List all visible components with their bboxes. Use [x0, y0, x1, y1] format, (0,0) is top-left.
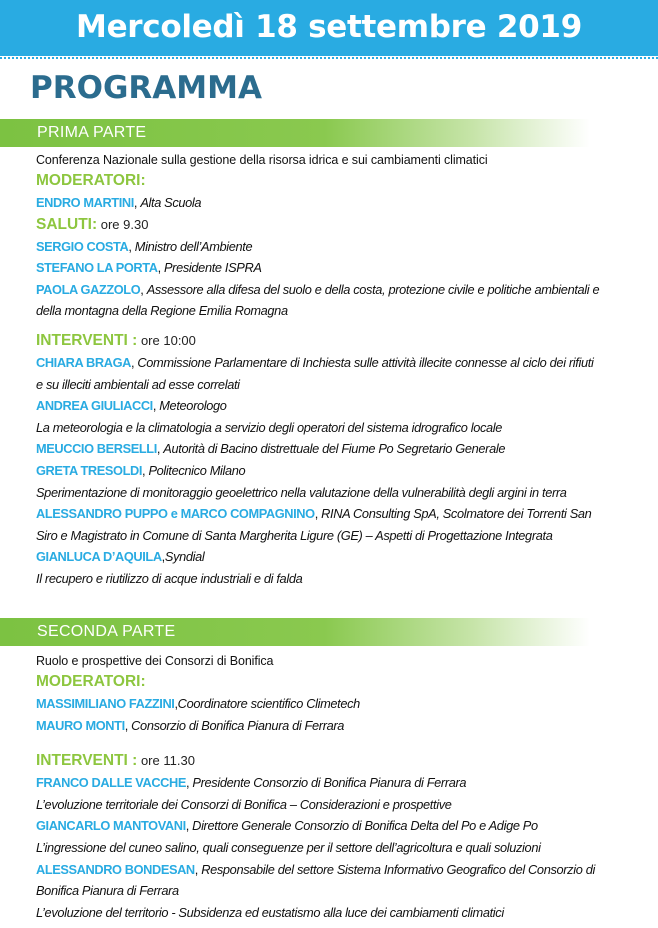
list-item: GRETA TRESOLDI, Politecnico Milano [36, 462, 246, 478]
section-prima-parte [36, 153, 636, 590]
moderatori-label: MODERATORI: [36, 172, 146, 189]
interventi-label: INTERVENTI : ore 10:00 [36, 331, 196, 349]
list-item-continuation: Sperimentazione di monitoraggio geoelettrico nella valutazione della vulnerabilità degli argini in terra [36, 484, 567, 500]
section-band-seconda-parte: SECONDA PARTE [0, 618, 590, 646]
list-item: CHIARA BRAGA, Commissione Parlamentare di Inchiesta sulle attività illecite connesse al ciclo dei rifiuti [36, 354, 594, 370]
section-subtitle: Ruolo e prospettive dei Consorzi di Bonifica [36, 654, 274, 668]
section-band-prima-parte: PRIMA PARTE [0, 119, 590, 147]
list-item: ALESSANDRO BONDESAN, Responsabile del settore Sistema Informativo Geografico del Consorzio di [36, 861, 595, 877]
list-item-continuation: L’ingressione del cuneo salino, quali conseguenze per il settore dell’agricoltura e quali soluzioni [36, 839, 541, 855]
list-item: MAURO MONTI, Consorzio di Bonifica Pianura di Ferrara [36, 717, 345, 733]
list-item: ALESSANDRO PUPPO e MARCO COMPAGNINO, RINA Consulting SpA, Scolmatore dei Torrenti San [36, 506, 592, 522]
moderatori-label: MODERATORI: [36, 673, 146, 690]
list-item-continuation: La meteorologia e la climatologia a servizio degli operatori del sistema idrografico locale [36, 419, 503, 435]
list-item: SERGIO COSTA, Ministro dell’Ambiente [36, 238, 253, 254]
interventi-label: INTERVENTI : ore 11.30 [36, 752, 195, 770]
page-title: PROGRAMMA [30, 70, 262, 106]
list-item: ENDRO MARTINI, Alta Scuola [36, 195, 202, 210]
list-item: PAOLA GAZZOLO, Assessore alla difesa del suolo e della costa, protezione civile e politiche ambientali e [36, 281, 600, 297]
list-item: MEUCCIO BERSELLI, Autorità di Bacino distrettuale del Fiume Po Segretario Generale [36, 441, 506, 457]
list-item-continuation: Bonifica Pianura di Ferrara [36, 883, 179, 899]
list-item: FRANCO DALLE VACCHE, Presidente Consorzio di Bonifica Pianura di Ferrara [36, 775, 467, 791]
list-item: STEFANO LA PORTA, Presidente ISPRA [36, 260, 262, 276]
list-item-continuation: L’evoluzione del territorio - Subsidenza ed eustatismo alla luce dei cambiamenti climatici [36, 904, 504, 920]
section-subtitle: Conferenza Nazionale sulla gestione della risorsa idrica e sui cambiamenti climatici [36, 153, 488, 167]
list-item: ANDREA GIULIACCI, Meteorologo [36, 398, 227, 414]
list-item-continuation: Siro e Magistrato in Comune di Santa Margherita Ligure (GE) – Aspetti di Progettazione Integrata [36, 527, 553, 543]
list-item: GIANLUCA D’AQUILA,Syndial [36, 549, 205, 565]
date-header: Mercoledì 18 settembre 2019 [0, 0, 658, 56]
list-item: MASSIMILIANO FAZZINI,Coordinatore scientifico Climetech [36, 696, 360, 711]
section-seconda-parte [36, 654, 636, 923]
list-item: GIANCARLO MANTOVANI, Direttore Generale Consorzio di Bonifica Delta del Po e Adige Po [36, 818, 538, 834]
list-item-continuation: della montagna della Regione Emilia Romagna [36, 303, 288, 319]
list-item-continuation: e su illeciti ambientali ad esse correlati [36, 376, 240, 392]
list-item-continuation: Il recupero e riutilizzo di acque industriali e di falda [36, 570, 303, 586]
list-item-continuation: L’evoluzione territoriale dei Consorzi di Bonifica – Considerazioni e prospettive [36, 796, 452, 812]
saluti-label: SALUTI: ore 9.30 [36, 215, 149, 233]
dotted-divider [0, 57, 658, 59]
